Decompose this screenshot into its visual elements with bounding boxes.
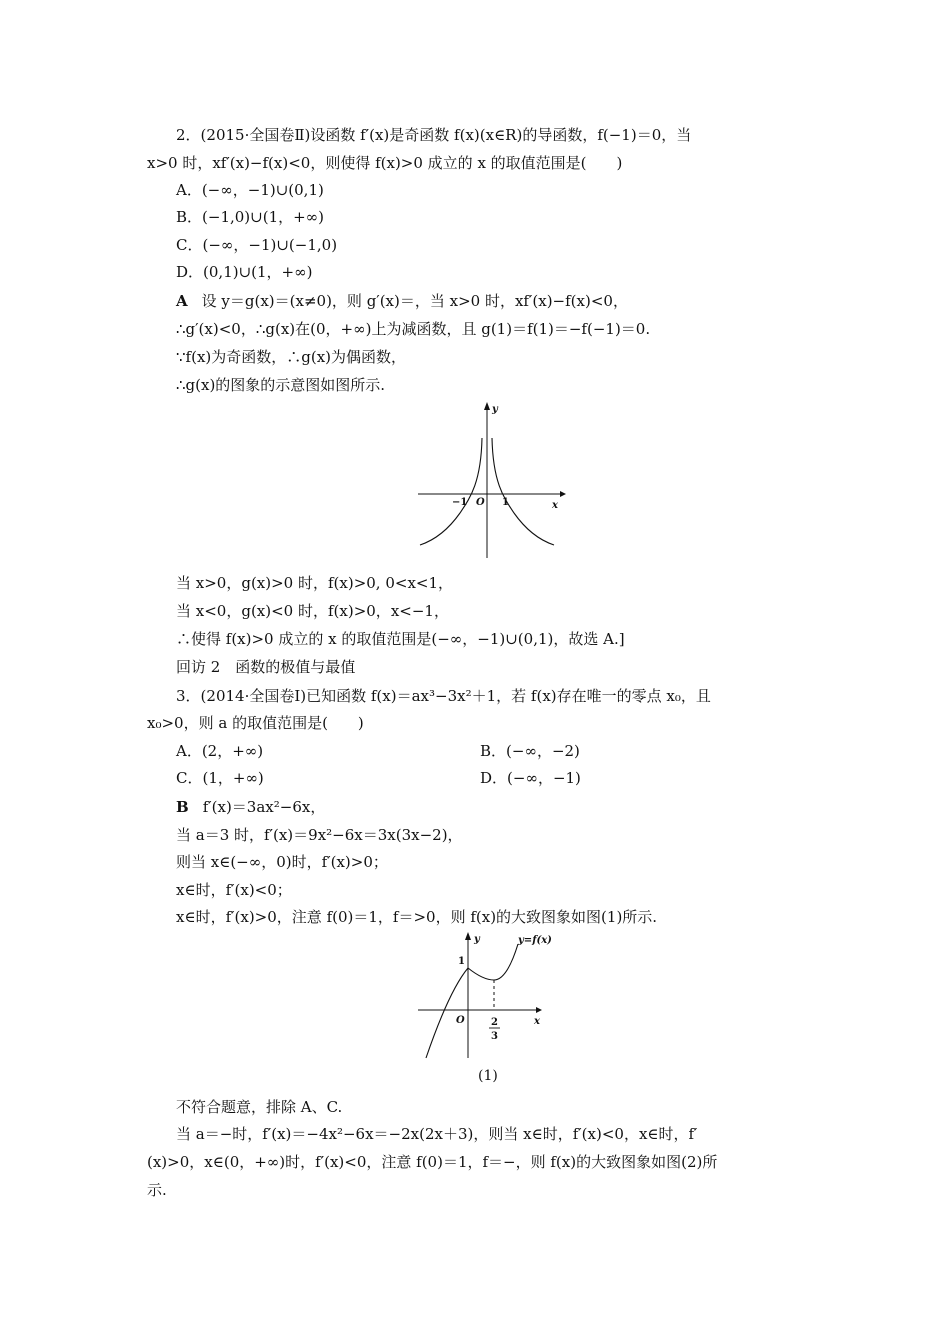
q2-graph [410,398,570,568]
q3-solution-line2: 当 a＝3 时，f′(x)＝9x²−6x＝3x(3x−2)， [176,826,463,844]
q2-solution-line2: ∴g′(x)<0，∴g(x)在(0，+∞)上为减函数，且 g(1)＝f(1)＝−f(−1)＝0. [176,320,651,338]
q3-graph [418,928,568,1063]
q3-label-x: x [534,1016,540,1027]
q2-label-y: y [492,404,498,415]
q3-solution-line5: x∈时，f′(x)>0，注意 f(0)＝1，f＝>0，则 f(x)的大致图象如图(1)所示. [176,908,658,926]
q2-x-arrow [560,491,566,497]
q2-stem-line2: x>0 时，xf′(x)−f(x)<0，则使得 f(x)>0 成立的 x 的取值范围是( ) [147,154,623,172]
q3-figure-caption: (1) [478,1068,498,1084]
q2-label-origin: O [476,497,485,508]
q3-option-b: B．(−∞，−2) [480,742,580,760]
q3-label-numerator: 2 [491,1017,498,1028]
q2-curve-left [420,438,482,545]
q3-label-one: 1 [458,956,465,967]
q2-stem-line1: 2．(2015·全国卷Ⅱ)设函数 f′(x)是奇函数 f(x)(x∈R)的导函数，f(−1)＝0，当 [176,126,692,144]
q3-solution-text: f′(x)＝3ax²−6x， [202,798,326,816]
q3-option-a: A．(2，+∞) [176,742,264,760]
q3-after-line1: 不符合题意，排除 A、C. [176,1098,343,1116]
q3-x-arrow [536,1007,542,1013]
section-heading: 回访 2 函数的极值与最值 [176,658,356,676]
q3-option-d: D．(−∞，−1) [480,769,581,787]
q3-label-y: y [474,934,480,945]
q3-stem-line1: 3．(2014·全国卷Ⅰ)已知函数 f(x)＝ax³−3x²＋1，若 f(x)存在唯一的零点 x₀，且 [176,687,711,705]
q3-after-line3: (x)>0，x∈(0，+∞)时，f′(x)<0，注意 f(0)＝1，f＝−，则 f(x)的大致图象如图(2)所 [147,1153,718,1171]
q2-after-line1: 当 x>0，g(x)>0 时，f(x)>0, 0<x<1， [176,574,454,592]
q3-y-arrow [465,932,471,940]
q2-option-b: B．(−1,0)∪(1，+∞) [176,208,325,226]
q2-option-a: A．(−∞，−1)∪(0,1) [176,181,324,199]
q3-after-line2: 当 a＝−时，f′(x)＝−4x²−6x＝−2x(2x＋3)，则当 x∈时，f′(x)<0，x∈时，f′ [176,1125,698,1143]
q3-curve [426,944,518,1058]
q2-answer-letter: A [176,292,188,310]
q3-label-denominator: 3 [491,1031,498,1042]
q2-solution-line1 [176,291,628,311]
q3-label-origin: O [456,1015,465,1026]
q2-label-x: x [552,500,558,511]
q2-after-line2: 当 x<0，g(x)<0 时，f(x)>0，x<−1， [176,602,449,620]
q3-stem-line2: x₀>0，则 a 的取值范围是( ) [147,714,364,732]
q2-option-c: C．(−∞，−1)∪(−1,0) [176,236,338,254]
q3-after-line4: 示. [147,1181,167,1199]
q3-solution-line4: x∈时，f′(x)<0； [176,881,292,899]
q2-solution-line4: ∴g(x)的图象的示意图如图所示. [176,376,386,394]
q2-curve-right [492,438,554,545]
q3-solution-line3: 则当 x∈(−∞，0)时，f′(x)>0； [176,853,388,871]
q3-answer-letter: B [176,798,189,816]
q2-after-line3: ∴使得 f(x)>0 成立的 x 的取值范围是(−∞，−1)∪(0,1)，故选 A.] [176,630,625,648]
q2-option-d: D．(0,1)∪(1，+∞) [176,263,313,281]
q3-label-curve: y=f(x) [518,935,552,946]
q3-solution-line1 [176,797,325,817]
q2-label-neg1: −1 [452,497,468,508]
q2-label-pos1: 1 [502,497,509,508]
q3-option-c: C．(1，+∞) [176,769,264,787]
q2-solution-text: 设 y＝g(x)＝(x≠0)，则 g′(x)＝，当 x>0 时，xf′(x)−f(x)<0， [201,292,628,310]
q2-solution-line3: ∵f(x)为奇函数，∴g(x)为偶函数， [176,348,407,366]
q2-y-arrow [484,402,490,410]
